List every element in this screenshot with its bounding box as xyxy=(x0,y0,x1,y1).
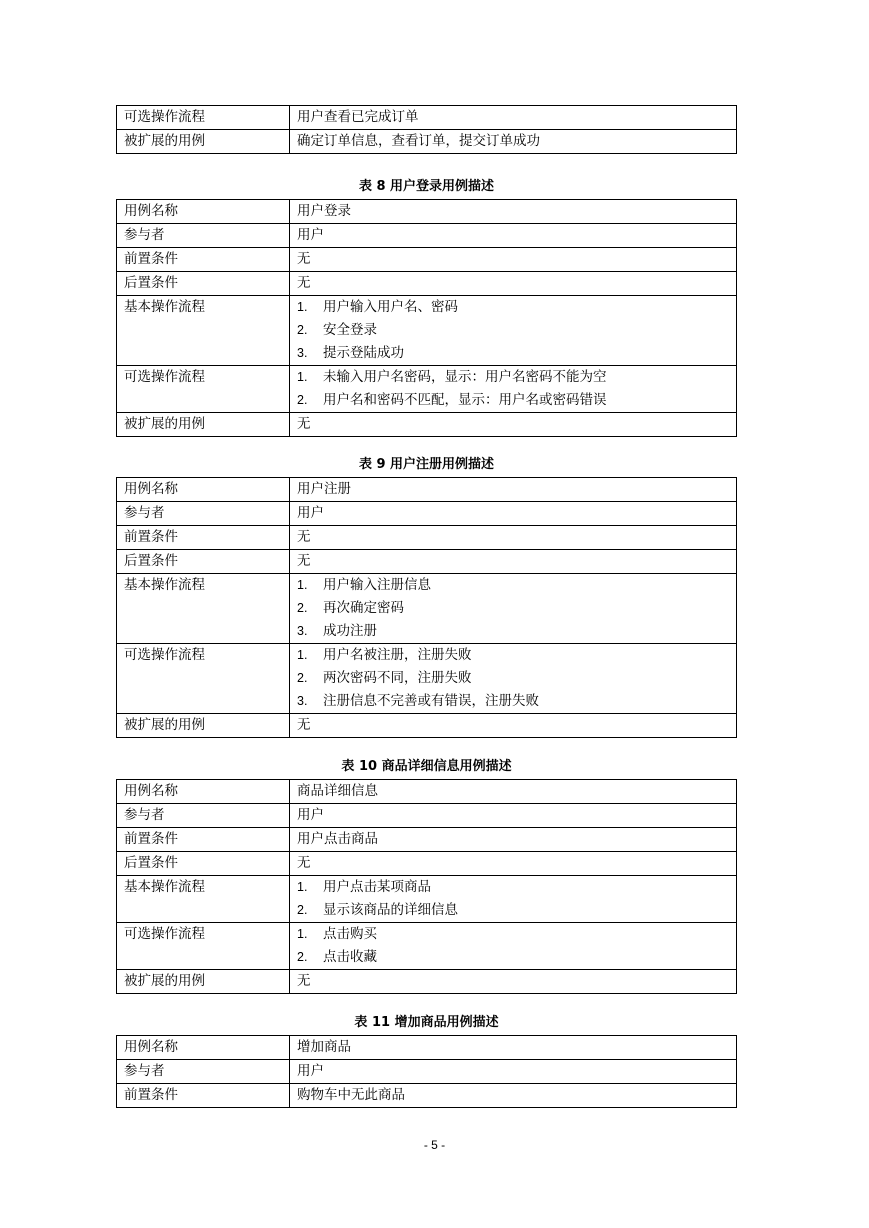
table-8-block xyxy=(116,177,737,437)
step-number: 3. xyxy=(297,624,308,638)
row-label: 可选操作流程 xyxy=(117,644,290,714)
row-value: 无 xyxy=(290,970,737,994)
table-row xyxy=(117,526,737,550)
row-label: 前置条件 xyxy=(117,828,290,852)
table-row xyxy=(117,224,737,248)
list-item xyxy=(297,389,729,412)
row-value xyxy=(290,574,737,644)
table-row xyxy=(117,296,737,366)
step-text: 用户输入注册信息 xyxy=(323,577,431,593)
list-item xyxy=(297,574,729,597)
step-number: 1. xyxy=(297,880,308,894)
list-item xyxy=(297,597,729,620)
page-number: - 5 - xyxy=(423,1138,446,1152)
row-value: 商品详细信息 xyxy=(290,780,737,804)
row-label: 参与者 xyxy=(117,1060,290,1084)
row-label: 可选操作流程 xyxy=(117,106,290,130)
row-label: 后置条件 xyxy=(117,852,290,876)
table-row xyxy=(117,550,737,574)
step-text: 两次密码不同，注册失败 xyxy=(323,670,472,686)
row-value: 用户 xyxy=(290,804,737,828)
row-value: 确定订单信息，查看订单，提交订单成功 xyxy=(290,130,737,154)
row-label: 用例名称 xyxy=(117,780,290,804)
list-item xyxy=(297,899,729,922)
row-label: 被扩展的用例 xyxy=(117,413,290,437)
list-item xyxy=(297,690,729,713)
step-number: 1. xyxy=(297,927,308,941)
step-text: 注册信息不完善或有错误，注册失败 xyxy=(323,693,539,709)
row-label: 用例名称 xyxy=(117,478,290,502)
row-label: 可选操作流程 xyxy=(117,923,290,970)
list-item xyxy=(297,620,729,643)
step-text: 显示该商品的详细信息 xyxy=(323,902,458,918)
table-caption: 表 10 商品详细信息用例描述 xyxy=(341,759,512,774)
row-label: 参与者 xyxy=(117,804,290,828)
row-value: 用户 xyxy=(290,224,737,248)
step-text: 用户输入用户名、密码 xyxy=(323,299,458,315)
use-case-table xyxy=(116,477,737,738)
row-label: 前置条件 xyxy=(117,248,290,272)
row-value: 用户注册 xyxy=(290,478,737,502)
step-text: 用户名和密码不匹配，显示：用户名或密码错误 xyxy=(323,392,607,408)
table-row xyxy=(117,272,737,296)
step-text: 点击收藏 xyxy=(323,949,377,965)
use-case-table xyxy=(116,105,737,154)
table-row xyxy=(117,413,737,437)
row-label: 基本操作流程 xyxy=(117,876,290,923)
row-value: 用户登录 xyxy=(290,200,737,224)
row-value: 增加商品 xyxy=(290,1036,737,1060)
row-label: 被扩展的用例 xyxy=(117,714,290,738)
table-continued xyxy=(116,105,737,154)
table-row xyxy=(117,1084,737,1108)
table-caption: 表 8 用户登录用例描述 xyxy=(358,179,495,194)
row-label: 前置条件 xyxy=(117,526,290,550)
row-value: 无 xyxy=(290,526,737,550)
row-label: 用例名称 xyxy=(117,1036,290,1060)
use-case-table xyxy=(116,779,737,994)
row-value: 购物车中无此商品 xyxy=(290,1084,737,1108)
use-case-table xyxy=(116,1035,737,1108)
row-value: 用户 xyxy=(290,1060,737,1084)
table-row xyxy=(117,804,737,828)
row-label: 参与者 xyxy=(117,224,290,248)
row-label: 前置条件 xyxy=(117,1084,290,1108)
list-item xyxy=(297,876,729,899)
step-number: 2. xyxy=(297,323,308,337)
step-text: 用户名被注册，注册失败 xyxy=(323,647,472,663)
table-row xyxy=(117,478,737,502)
table-row xyxy=(117,1036,737,1060)
step-text: 点击购买 xyxy=(323,926,377,942)
row-value: 无 xyxy=(290,550,737,574)
table-row xyxy=(117,1060,737,1084)
table-11-block xyxy=(116,1013,737,1108)
step-number: 1. xyxy=(297,648,308,662)
step-number: 1. xyxy=(297,300,308,314)
table-9-block xyxy=(116,455,737,738)
step-text: 用户点击某项商品 xyxy=(323,879,431,895)
table-row xyxy=(117,366,737,413)
step-number: 1. xyxy=(297,578,308,592)
row-label: 后置条件 xyxy=(117,550,290,574)
step-number: 2. xyxy=(297,601,308,615)
list-item xyxy=(297,667,729,690)
step-number: 2. xyxy=(297,903,308,917)
list-item xyxy=(297,366,729,389)
table-row xyxy=(117,970,737,994)
step-text: 未输入用户名密码，显示：用户名密码不能为空 xyxy=(323,369,607,385)
table-row xyxy=(117,876,737,923)
table-row xyxy=(117,852,737,876)
table-row xyxy=(117,502,737,526)
row-value: 无 xyxy=(290,272,737,296)
use-case-table xyxy=(116,199,737,437)
step-number: 3. xyxy=(297,346,308,360)
row-label: 用例名称 xyxy=(117,200,290,224)
row-value xyxy=(290,296,737,366)
table-row xyxy=(117,130,737,154)
list-item xyxy=(297,296,729,319)
step-text: 成功注册 xyxy=(323,623,377,639)
row-value: 无 xyxy=(290,413,737,437)
table-row xyxy=(117,248,737,272)
table-row xyxy=(117,200,737,224)
list-item xyxy=(297,923,729,946)
row-label: 后置条件 xyxy=(117,272,290,296)
row-value xyxy=(290,876,737,923)
row-label: 被扩展的用例 xyxy=(117,130,290,154)
table-row xyxy=(117,714,737,738)
row-value xyxy=(290,923,737,970)
row-value xyxy=(290,366,737,413)
table-caption: 表 9 用户注册用例描述 xyxy=(358,457,495,472)
row-label: 基本操作流程 xyxy=(117,574,290,644)
row-value: 无 xyxy=(290,248,737,272)
step-number: 3. xyxy=(297,694,308,708)
row-label: 被扩展的用例 xyxy=(117,970,290,994)
step-text: 再次确定密码 xyxy=(323,600,404,616)
step-number: 2. xyxy=(297,950,308,964)
step-text: 安全登录 xyxy=(323,322,377,338)
row-value: 用户查看已完成订单 xyxy=(290,106,737,130)
step-text: 提示登陆成功 xyxy=(323,345,404,361)
row-label: 参与者 xyxy=(117,502,290,526)
row-value: 用户 xyxy=(290,502,737,526)
table-row xyxy=(117,923,737,970)
step-number: 1. xyxy=(297,370,308,384)
row-value xyxy=(290,644,737,714)
row-label: 可选操作流程 xyxy=(117,366,290,413)
list-item xyxy=(297,644,729,667)
table-row xyxy=(117,574,737,644)
step-number: 2. xyxy=(297,393,308,407)
row-value: 无 xyxy=(290,714,737,738)
table-row xyxy=(117,828,737,852)
table-row xyxy=(117,644,737,714)
table-row xyxy=(117,780,737,804)
row-value: 用户点击商品 xyxy=(290,828,737,852)
table-10-block xyxy=(116,757,737,994)
list-item xyxy=(297,319,729,342)
list-item xyxy=(297,342,729,365)
list-item xyxy=(297,946,729,969)
table-row xyxy=(117,106,737,130)
row-label: 基本操作流程 xyxy=(117,296,290,366)
step-number: 2. xyxy=(297,671,308,685)
table-caption: 表 11 增加商品用例描述 xyxy=(354,1015,499,1030)
row-value: 无 xyxy=(290,852,737,876)
